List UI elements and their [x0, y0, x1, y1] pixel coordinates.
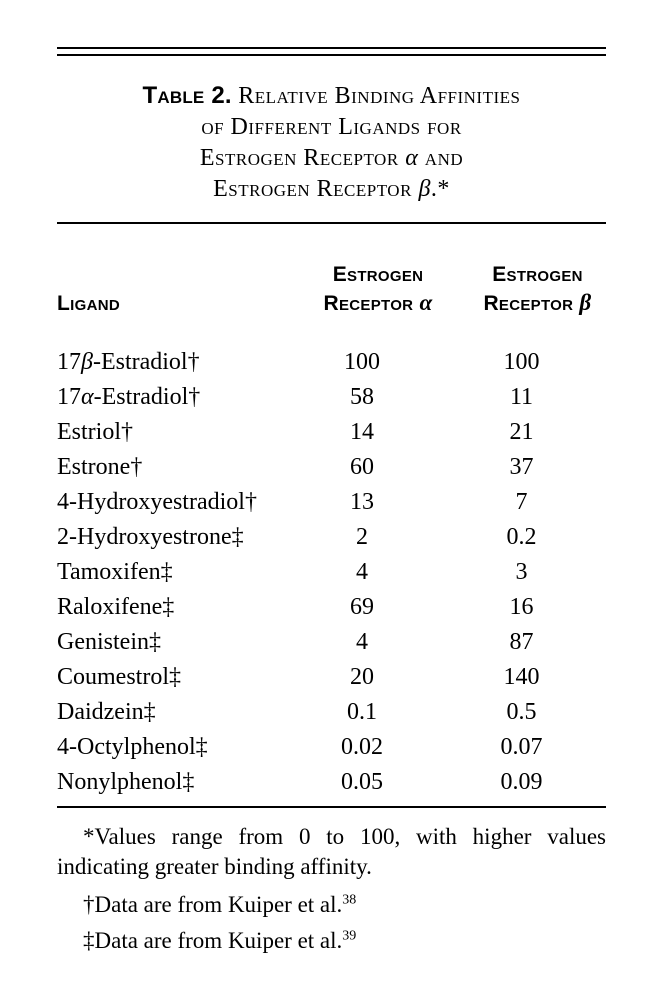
er-beta-value: 0.5	[506, 699, 537, 725]
er-alpha-value: 13	[350, 489, 374, 515]
ligand-name: 17α-Estradiol†	[57, 384, 201, 410]
header-rule	[57, 222, 606, 224]
ligand-name: Coumestrol‡	[57, 664, 181, 690]
er-alpha-value: 69	[350, 594, 374, 620]
er-beta-value: 7	[515, 489, 528, 515]
ligand-name: 2-Hydroxyestrone‡	[57, 524, 244, 550]
table-row	[57, 590, 606, 625]
er-alpha-value: 60	[350, 454, 374, 480]
er-beta-value: 87	[509, 629, 534, 655]
top-double-rule	[57, 47, 606, 56]
footnote-text: *Values range from 0 to 100, with higher values indicating greater binding affinity.	[57, 824, 606, 879]
table-row	[57, 555, 606, 590]
er-beta-value: 0.07	[500, 734, 543, 760]
title-line-3: Estrogen Receptor α and	[199, 145, 464, 171]
table-row	[57, 625, 606, 660]
er-alpha-value: 100	[344, 349, 380, 375]
er-beta-value: 11	[509, 384, 534, 410]
ligand-name: Nonylphenol‡	[57, 769, 195, 795]
footnote-reference-superscript: 38	[342, 892, 357, 908]
er-beta-value: 37	[509, 454, 534, 480]
er-alpha-header-line1: Estrogen	[332, 263, 424, 286]
er-beta-value: 0.2	[506, 524, 537, 550]
er-beta-value: 100	[503, 349, 540, 375]
ligand-name: Tamoxifen‡	[57, 559, 173, 585]
footnote	[57, 926, 606, 956]
table-row	[57, 765, 606, 800]
column-headers	[57, 260, 606, 318]
er-alpha-value: 0.05	[341, 769, 383, 795]
footnote-text: †Data are from Kuiper et al.	[83, 892, 343, 917]
ligand-name: Daidzein‡	[57, 699, 156, 725]
footnote-reference-superscript: 39	[342, 928, 357, 944]
ligand-name: 17β-Estradiol†	[57, 349, 200, 375]
table-row	[57, 380, 606, 415]
table-body	[57, 345, 606, 800]
ligand-name: 4-Hydroxyestradiol†	[57, 489, 257, 515]
er-beta-value: 21	[509, 419, 534, 445]
er-beta-value: 3	[515, 559, 528, 585]
table-row	[57, 415, 606, 450]
er-beta-header-line1: Estrogen	[492, 263, 583, 286]
beta-symbol: β	[579, 290, 592, 315]
table-row	[57, 345, 606, 380]
er-alpha-value: 20	[350, 664, 374, 690]
er-beta-value: 0.09	[500, 769, 543, 795]
footnote	[57, 890, 606, 920]
table-row	[57, 660, 606, 695]
er-alpha-value: 2	[356, 524, 368, 550]
bottom-rule	[57, 806, 606, 808]
er-alpha-value: 0.02	[341, 734, 383, 760]
table-row	[57, 695, 606, 730]
title-line-2: of Different Ligands for	[201, 114, 462, 140]
footnote	[57, 822, 606, 882]
er-alpha-column-header	[303, 261, 453, 318]
ligand-name: Estriol†	[57, 419, 133, 445]
ligand-name: Estrone†	[57, 454, 143, 480]
title-line-1-text: Relative Binding Affinities	[238, 83, 521, 109]
ligand-name: 4-Octylphenol‡	[57, 734, 208, 760]
er-beta-value: 16	[509, 594, 534, 620]
er-alpha-value: 4	[356, 629, 368, 655]
title-line-1	[57, 80, 606, 112]
footnote-text: ‡Data are from Kuiper et al.	[83, 928, 343, 953]
er-alpha-header-line2: Receptor	[323, 292, 414, 315]
table-row	[57, 485, 606, 520]
er-beta-value: 140	[503, 664, 540, 690]
table-row	[57, 520, 606, 555]
er-alpha-value: 4	[356, 559, 368, 585]
table-title	[57, 80, 606, 205]
footnotes	[57, 822, 606, 956]
er-beta-header-line2: Receptor	[483, 292, 574, 315]
ligand-name: Raloxifene‡	[57, 594, 175, 620]
er-beta-column-header	[453, 261, 622, 318]
table-row	[57, 450, 606, 485]
ligand-column-header: Ligand	[57, 292, 120, 315]
er-alpha-value: 0.1	[347, 699, 377, 725]
table-number-label: Table 2.	[142, 82, 232, 109]
er-alpha-value: 58	[350, 384, 374, 410]
table-row	[57, 730, 606, 765]
title-line-4: Estrogen Receptor β.*	[213, 176, 450, 202]
alpha-symbol: α	[419, 290, 433, 315]
er-alpha-value: 14	[350, 419, 374, 445]
ligand-name: Genistein‡	[57, 629, 161, 655]
